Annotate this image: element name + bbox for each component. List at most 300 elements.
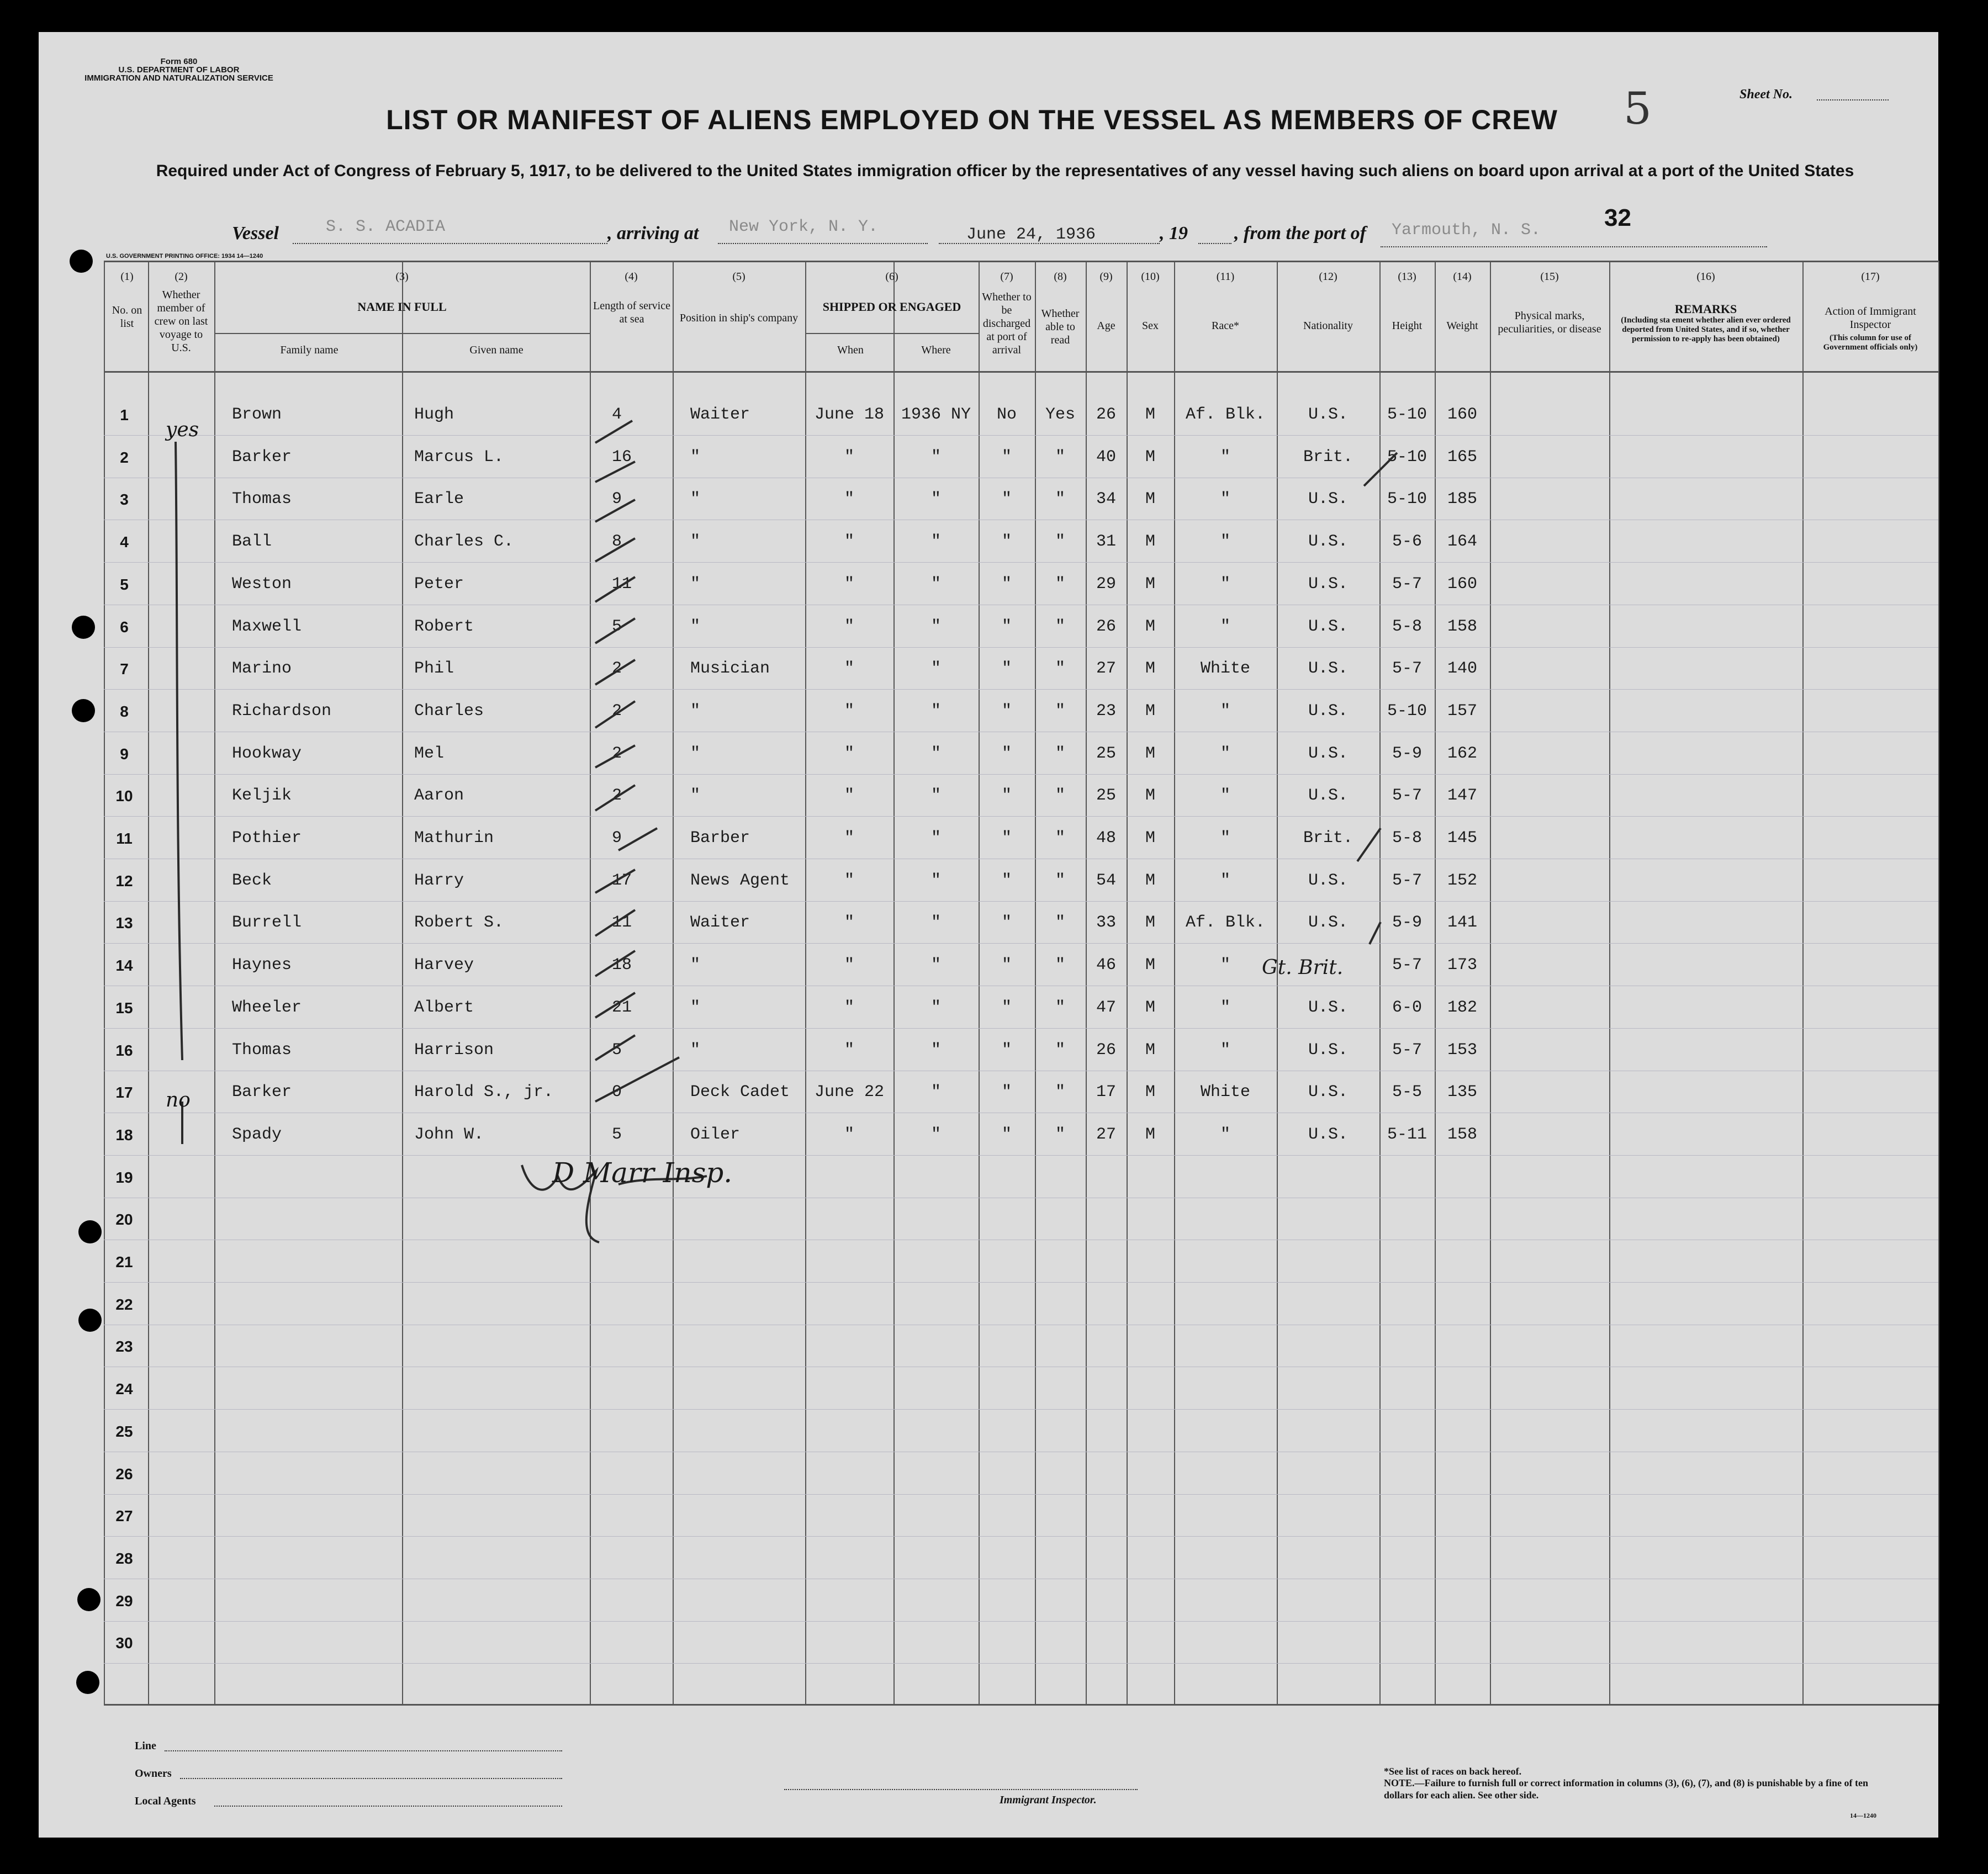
cell-when: " bbox=[844, 575, 854, 594]
cell-read: " bbox=[1055, 998, 1065, 1017]
cell-given: Mel bbox=[414, 744, 445, 763]
cell-nationality: U.S. bbox=[1308, 871, 1348, 890]
cell-race: " bbox=[1220, 829, 1230, 848]
cell-discharged: " bbox=[1001, 702, 1012, 721]
cell-given: Harold S., jr. bbox=[414, 1083, 554, 1102]
cell-weight: 173 bbox=[1447, 956, 1477, 975]
cell-weight: 164 bbox=[1447, 532, 1477, 551]
cell-weight: 152 bbox=[1447, 871, 1477, 890]
row-number: 4 bbox=[120, 533, 129, 550]
cell-where: " bbox=[930, 744, 941, 763]
inspector-signature: D Marr Insp. bbox=[552, 1157, 733, 1189]
page-subtitle: Required under Act of Congress of February 5, 1917, to be delivered to the United States immigration officer by the representatives of any vessel having such aliens on board upon arrival at a port of the United States bbox=[156, 162, 1854, 180]
row-number: 15 bbox=[115, 999, 133, 1017]
cell-nationality: U.S. bbox=[1308, 1125, 1348, 1144]
col-weight-header: Weight bbox=[1446, 320, 1478, 332]
cell-race: " bbox=[1220, 744, 1230, 763]
cell-nationality: U.S. bbox=[1308, 490, 1348, 509]
cell-discharged: " bbox=[1001, 1083, 1012, 1102]
cell-height: 5-7 bbox=[1392, 659, 1422, 678]
cell-read: " bbox=[1055, 913, 1065, 932]
cell-height: 5-11 bbox=[1387, 1125, 1427, 1144]
cell-race: " bbox=[1220, 448, 1230, 467]
row-number: 30 bbox=[115, 1634, 133, 1651]
cell-age: 33 bbox=[1096, 913, 1116, 932]
cell-weight: 157 bbox=[1447, 702, 1477, 721]
handwritten-crew-yes: yes bbox=[166, 419, 199, 441]
cell-age: 26 bbox=[1096, 405, 1116, 424]
cell-sex: M bbox=[1145, 617, 1155, 636]
row-number: 14 bbox=[115, 957, 133, 974]
cell-where: " bbox=[930, 998, 941, 1017]
cell-given: Charles C. bbox=[414, 532, 514, 551]
page-title: LIST OR MANIFEST OF ALIENS EMPLOYED ON THE VESSEL AS MEMBERS OF CREW bbox=[386, 104, 1558, 135]
column-number: (4) bbox=[625, 271, 638, 283]
cell-nationality: U.S. bbox=[1308, 532, 1348, 551]
service-check-mark bbox=[595, 1035, 635, 1060]
cell-position: " bbox=[690, 744, 701, 763]
cell-age: 25 bbox=[1096, 786, 1116, 805]
vessel-value: S. S. ACADIA bbox=[326, 218, 446, 236]
column-number: (1) bbox=[120, 271, 134, 283]
cell-sex: M bbox=[1145, 1125, 1155, 1144]
cell-service: 2 bbox=[612, 786, 622, 805]
cell-position: " bbox=[690, 956, 701, 975]
column-number: (13) bbox=[1398, 271, 1416, 283]
row-number: 1 bbox=[120, 406, 129, 423]
cell-read: " bbox=[1055, 575, 1065, 594]
row-number: 3 bbox=[120, 491, 129, 508]
cell-service: 11 bbox=[612, 575, 632, 594]
line-label: Line bbox=[135, 1740, 156, 1752]
column-number: (11) bbox=[1216, 271, 1235, 283]
cell-height: 5-7 bbox=[1392, 575, 1422, 594]
cell-position: Barber bbox=[690, 829, 750, 848]
cell-service: 4 bbox=[612, 405, 622, 424]
cell-given: John W. bbox=[414, 1125, 484, 1144]
cell-age: 54 bbox=[1096, 871, 1116, 890]
cell-weight: 162 bbox=[1447, 744, 1477, 763]
row-number: 18 bbox=[115, 1126, 133, 1144]
cell-given: Aaron bbox=[414, 786, 464, 805]
cell-service: 9 bbox=[612, 490, 622, 509]
cell-family: Marino bbox=[232, 659, 292, 678]
cell-position: " bbox=[690, 448, 701, 467]
cell-when: " bbox=[844, 998, 854, 1017]
cell-height: 5-10 bbox=[1387, 490, 1427, 509]
cell-position: Musician bbox=[690, 659, 770, 678]
col-discharged-header: Whether to be discharged at port of arrival bbox=[982, 291, 1032, 356]
cell-weight: 160 bbox=[1447, 575, 1477, 594]
cell-where: " bbox=[930, 490, 941, 509]
cell-nationality: Brit. bbox=[1303, 829, 1353, 848]
cell-sex: M bbox=[1145, 1083, 1155, 1102]
cell-race: " bbox=[1220, 1041, 1230, 1060]
cell-weight: 141 bbox=[1447, 913, 1477, 932]
cell-read: " bbox=[1055, 448, 1065, 467]
cell-race: Af. Blk. bbox=[1185, 913, 1266, 932]
cell-nationality: U.S. bbox=[1308, 1041, 1348, 1060]
cell-race: " bbox=[1220, 998, 1230, 1017]
cell-age: 48 bbox=[1096, 829, 1116, 848]
row-number: 19 bbox=[115, 1169, 133, 1186]
cell-position: News Agent bbox=[690, 871, 790, 890]
row-number: 22 bbox=[115, 1296, 133, 1313]
cell-family: Thomas bbox=[232, 1041, 292, 1060]
cell-family: Ball bbox=[232, 532, 272, 551]
cell-age: 25 bbox=[1096, 744, 1116, 763]
cell-race: " bbox=[1220, 1125, 1230, 1144]
col-sex-header: Sex bbox=[1142, 320, 1159, 332]
row-number: 28 bbox=[115, 1550, 133, 1567]
service-check-mark bbox=[595, 910, 635, 936]
cell-race: " bbox=[1220, 702, 1230, 721]
service-name: IMMIGRATION AND NATURALIZATION SERVICE bbox=[84, 73, 273, 83]
form-code: 14—1240 bbox=[1850, 1812, 1876, 1819]
cell-discharged: " bbox=[1001, 956, 1012, 975]
row-number: 10 bbox=[115, 787, 133, 804]
cell-sex: M bbox=[1145, 448, 1155, 467]
cell-given: Harrison bbox=[414, 1041, 494, 1060]
cell-position: " bbox=[690, 998, 701, 1017]
row-number: 13 bbox=[115, 914, 133, 931]
cell-height: 5-6 bbox=[1392, 532, 1422, 551]
column-number: (3) bbox=[395, 271, 409, 283]
cell-family: Weston bbox=[232, 575, 292, 594]
cell-discharged: " bbox=[1001, 532, 1012, 551]
cell-discharged: " bbox=[1001, 913, 1012, 932]
cell-given: Earle bbox=[414, 490, 464, 509]
cell-age: 47 bbox=[1096, 998, 1116, 1017]
cell-height: 5-7 bbox=[1392, 1041, 1422, 1060]
cell-weight: 153 bbox=[1447, 1041, 1477, 1060]
row-number: 17 bbox=[115, 1084, 133, 1101]
cell-race: White bbox=[1200, 659, 1250, 678]
cell-sex: M bbox=[1145, 575, 1155, 594]
cell-position: " bbox=[690, 575, 701, 594]
cell-position: " bbox=[690, 490, 701, 509]
col-remarks-note: (Including sta ement whether alien ever ordered deported from United States, and if so, whether permission to re-apply has been obtained) bbox=[1621, 316, 1791, 343]
cell-service: 5 bbox=[612, 617, 622, 636]
cell-given: Hugh bbox=[414, 405, 454, 424]
cell-where: " bbox=[930, 871, 941, 890]
cell-when: " bbox=[844, 786, 854, 805]
cell-discharged: " bbox=[1001, 1125, 1012, 1144]
col-shipped-header: SHIPPED OR ENGAGED bbox=[822, 300, 961, 314]
inspector-label: Immigrant Inspector. bbox=[1000, 1794, 1097, 1806]
cell-when: " bbox=[844, 532, 854, 551]
cell-race: White bbox=[1200, 1083, 1250, 1102]
cell-sex: M bbox=[1145, 871, 1155, 890]
cell-where: " bbox=[930, 617, 941, 636]
col-nationality-header: Nationality bbox=[1303, 320, 1353, 332]
cell-where: " bbox=[930, 659, 941, 678]
col-race-header: Race* bbox=[1212, 320, 1239, 332]
cell-race: " bbox=[1220, 956, 1230, 975]
cell-weight: 165 bbox=[1447, 448, 1477, 467]
cell-where: " bbox=[930, 1083, 941, 1102]
cell-sex: M bbox=[1145, 744, 1155, 763]
row-number: 25 bbox=[115, 1423, 133, 1440]
cell-age: 26 bbox=[1096, 1041, 1116, 1060]
cell-where: " bbox=[930, 956, 941, 975]
cell-race: " bbox=[1220, 871, 1230, 890]
sheet-number-label: Sheet No. bbox=[1739, 87, 1793, 102]
cell-where: " bbox=[930, 913, 941, 932]
col-age-header: Age bbox=[1097, 320, 1115, 332]
col-where-header: Where bbox=[921, 344, 951, 356]
cell-where: " bbox=[930, 1041, 941, 1060]
service-check-mark bbox=[595, 1057, 679, 1102]
cell-nationality: U.S. bbox=[1308, 659, 1348, 678]
column-number: (12) bbox=[1319, 271, 1337, 283]
cell-where: " bbox=[930, 575, 941, 594]
cell-read: " bbox=[1055, 490, 1065, 509]
cell-age: 27 bbox=[1096, 1125, 1116, 1144]
cell-position: " bbox=[690, 786, 701, 805]
cell-position: " bbox=[690, 1041, 701, 1060]
list-number: 32 bbox=[1604, 204, 1631, 231]
cell-when: " bbox=[844, 871, 854, 890]
cell-read: " bbox=[1055, 1083, 1065, 1102]
cell-discharged: " bbox=[1001, 575, 1012, 594]
cell-sex: M bbox=[1145, 405, 1155, 424]
cell-given: Albert bbox=[414, 998, 474, 1017]
cell-age: 26 bbox=[1096, 617, 1116, 636]
cell-race: " bbox=[1220, 532, 1230, 551]
cell-age: 27 bbox=[1096, 659, 1116, 678]
department-name: U.S. DEPARTMENT OF LABOR bbox=[118, 65, 240, 75]
col-remarks-header: REMARKS bbox=[1674, 302, 1737, 316]
cell-discharged: " bbox=[1001, 998, 1012, 1017]
cell-height: 5-7 bbox=[1392, 956, 1422, 975]
column-number: (16) bbox=[1696, 271, 1715, 283]
cell-service: 5 bbox=[612, 1125, 622, 1144]
cell-family: Richardson bbox=[232, 702, 332, 721]
cell-family: Barker bbox=[232, 448, 292, 467]
cell-discharged: " bbox=[1001, 448, 1012, 467]
col-name-header: NAME IN FULL bbox=[357, 300, 447, 314]
row-number: 23 bbox=[115, 1338, 133, 1355]
cell-discharged: " bbox=[1001, 871, 1012, 890]
cell-weight: 135 bbox=[1447, 1083, 1477, 1102]
service-check-mark bbox=[595, 538, 635, 562]
cell-height: 5-10 bbox=[1387, 405, 1427, 424]
nationality-check-mark bbox=[1370, 922, 1381, 944]
cell-nationality: U.S. bbox=[1308, 998, 1348, 1017]
cell-sex: M bbox=[1145, 1041, 1155, 1060]
cell-when: " bbox=[844, 448, 854, 467]
row-number: 7 bbox=[120, 660, 129, 677]
service-check-mark bbox=[618, 828, 657, 850]
column-number: (14) bbox=[1453, 271, 1472, 283]
year-label: , 19 bbox=[1160, 223, 1188, 243]
cell-height: 5-5 bbox=[1392, 1083, 1422, 1102]
cell-sex: M bbox=[1145, 532, 1155, 551]
cell-given: Mathurin bbox=[414, 829, 494, 848]
cell-weight: 182 bbox=[1447, 998, 1477, 1017]
local-agents-label: Local Agents bbox=[135, 1795, 196, 1807]
cell-sex: M bbox=[1145, 956, 1155, 975]
cell-where: 1936 NY bbox=[901, 405, 971, 424]
race-note: *See list of races on back hereof. bbox=[1384, 1766, 1522, 1777]
cell-nationality: U.S. bbox=[1308, 702, 1348, 721]
column-number: (5) bbox=[732, 271, 745, 283]
cell-read: " bbox=[1055, 744, 1065, 763]
cell-nationality: U.S. bbox=[1308, 786, 1348, 805]
cell-when: " bbox=[844, 702, 854, 721]
cell-age: 17 bbox=[1096, 1083, 1116, 1102]
cell-when: " bbox=[844, 956, 854, 975]
cell-sex: M bbox=[1145, 829, 1155, 848]
nationality-check-mark bbox=[1364, 453, 1397, 486]
vessel-label: Vessel bbox=[232, 223, 279, 243]
cell-read: " bbox=[1055, 702, 1065, 721]
service-check-mark bbox=[595, 462, 635, 482]
cell-sex: M bbox=[1145, 490, 1155, 509]
row-number: 29 bbox=[115, 1592, 133, 1610]
cell-when: June 22 bbox=[814, 1083, 885, 1102]
cell-family: Thomas bbox=[232, 490, 292, 509]
cell-discharged: " bbox=[1001, 490, 1012, 509]
cell-family: Barker bbox=[232, 1083, 292, 1102]
row-number: 24 bbox=[115, 1380, 133, 1397]
row-number: 2 bbox=[120, 449, 129, 466]
column-number: (10) bbox=[1141, 271, 1160, 283]
col-action-header: Action of Immigrant Inspector bbox=[1825, 305, 1916, 331]
cell-given: Harvey bbox=[414, 956, 474, 975]
cell-weight: 140 bbox=[1447, 659, 1477, 678]
column-number: (8) bbox=[1054, 271, 1067, 283]
printing-office-line: U.S. GOVERNMENT PRINTING OFFICE: 1934 14—1240 bbox=[106, 253, 263, 260]
service-check-mark bbox=[595, 660, 635, 685]
cell-sex: M bbox=[1145, 786, 1155, 805]
row-number: 26 bbox=[115, 1465, 133, 1483]
cell-nationality: U.S. bbox=[1308, 405, 1348, 424]
cell-where: " bbox=[930, 532, 941, 551]
cell-given: Phil bbox=[414, 659, 454, 678]
cell-position: " bbox=[690, 702, 701, 721]
column-number: (6) bbox=[885, 271, 898, 283]
cell-where: " bbox=[930, 702, 941, 721]
cell-sex: M bbox=[1145, 913, 1155, 932]
cell-height: 5-7 bbox=[1392, 871, 1422, 890]
cell-read: " bbox=[1055, 786, 1065, 805]
cell-read: " bbox=[1055, 829, 1065, 848]
cell-family: Wheeler bbox=[232, 998, 302, 1017]
cell-read: " bbox=[1055, 659, 1065, 678]
cell-given: Marcus L. bbox=[414, 448, 504, 467]
row-number: 21 bbox=[115, 1253, 133, 1270]
cell-read: Yes bbox=[1045, 405, 1075, 424]
service-check-mark bbox=[595, 701, 635, 728]
cell-race: " bbox=[1220, 786, 1230, 805]
row-number: 8 bbox=[120, 703, 129, 720]
cell-nationality: U.S. bbox=[1308, 575, 1348, 594]
column-number: (2) bbox=[175, 271, 188, 283]
cell-family: Beck bbox=[232, 871, 272, 890]
cell-family: Haynes bbox=[232, 956, 292, 975]
cell-service: 2 bbox=[612, 702, 622, 721]
cell-height: 5-9 bbox=[1392, 744, 1422, 763]
cell-service: 18 bbox=[612, 956, 632, 975]
col-family-name-header: Family name bbox=[280, 344, 339, 356]
cell-family: Keljik bbox=[232, 786, 292, 805]
cell-position: " bbox=[690, 617, 701, 636]
cell-when: " bbox=[844, 490, 854, 509]
col-read-header: Whether able to read bbox=[1041, 308, 1080, 346]
cell-sex: M bbox=[1145, 702, 1155, 721]
cell-position: Deck Cadet bbox=[690, 1083, 790, 1102]
row-number: 16 bbox=[115, 1042, 133, 1059]
cell-age: 29 bbox=[1096, 575, 1116, 594]
cell-weight: 160 bbox=[1447, 405, 1477, 424]
cell-service: 21 bbox=[612, 998, 632, 1017]
cell-given: Charles bbox=[414, 702, 484, 721]
cell-read: " bbox=[1055, 871, 1065, 890]
cell-race: Af. Blk. bbox=[1185, 405, 1266, 424]
cell-where: " bbox=[930, 448, 941, 467]
service-check-mark bbox=[595, 745, 635, 767]
arriving-label: , arriving at bbox=[607, 223, 699, 243]
row-number: 27 bbox=[115, 1507, 133, 1524]
cell-given: Harry bbox=[414, 871, 464, 890]
cell-race: " bbox=[1220, 575, 1230, 594]
cell-where: " bbox=[930, 786, 941, 805]
cell-sex: M bbox=[1145, 998, 1155, 1017]
cell-read: " bbox=[1055, 532, 1065, 551]
cell-when: " bbox=[844, 1041, 854, 1060]
cell-discharged: No bbox=[996, 405, 1017, 424]
service-check-mark bbox=[595, 870, 635, 893]
col-height-header: Height bbox=[1392, 320, 1423, 332]
row-number: 5 bbox=[120, 576, 129, 593]
cell-service: 8 bbox=[612, 532, 622, 551]
cell-when: " bbox=[844, 913, 854, 932]
cell-family: Spady bbox=[232, 1125, 282, 1144]
row-number: 12 bbox=[115, 872, 133, 890]
cell-nationality: U.S. bbox=[1308, 913, 1348, 932]
cell-read: " bbox=[1055, 1125, 1065, 1144]
handwritten-crew-no: no bbox=[166, 1089, 191, 1111]
cell-family: Pothier bbox=[232, 829, 302, 848]
cell-given: Peter bbox=[414, 575, 464, 594]
cell-weight: 185 bbox=[1447, 490, 1477, 509]
service-check-mark bbox=[595, 421, 632, 443]
cell-position: Oiler bbox=[690, 1125, 741, 1144]
col-action-note: (This column for use of Government officials only) bbox=[1823, 333, 1918, 352]
cell-position: Waiter bbox=[690, 405, 750, 424]
cell-family: Burrell bbox=[232, 913, 302, 932]
cell-read: " bbox=[1055, 956, 1065, 975]
cell-family: Hookway bbox=[232, 744, 302, 763]
cell-weight: 158 bbox=[1447, 1125, 1477, 1144]
column-number: (7) bbox=[1000, 271, 1013, 283]
arrival-date: June 24, 1936 bbox=[966, 225, 1096, 244]
handwritten-nationality-note: Gt. Brit. bbox=[1262, 956, 1344, 979]
crew-bracket-stroke bbox=[176, 442, 182, 1060]
cell-position: " bbox=[690, 532, 701, 551]
service-check-mark bbox=[595, 577, 635, 602]
cell-service: 9 bbox=[612, 829, 622, 848]
cell-height: 5-9 bbox=[1392, 913, 1422, 932]
from-port-label: , from the port of bbox=[1234, 223, 1366, 243]
cell-service: 0 bbox=[612, 1083, 622, 1102]
cell-age: 46 bbox=[1096, 956, 1116, 975]
cell-height: 5-10 bbox=[1387, 448, 1427, 467]
cell-sex: M bbox=[1145, 659, 1155, 678]
owners-label: Owners bbox=[135, 1767, 172, 1780]
